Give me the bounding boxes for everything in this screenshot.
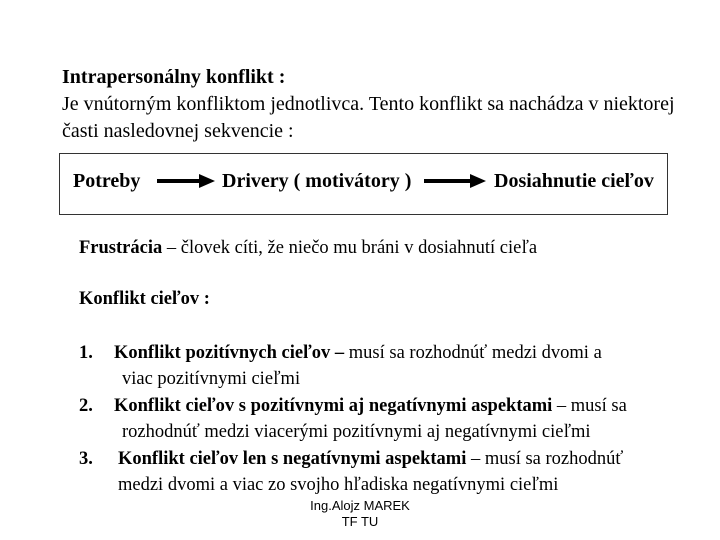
list-item-text: musí sa rozhodnúť medzi dvomi a: [344, 343, 602, 363]
list-number: 2.: [79, 396, 93, 416]
arrow-right-icon: [422, 171, 488, 191]
footer-institution: TF TU: [341, 514, 379, 529]
intro-line-1: Je vnútorným konfliktom jednotlivca. Tento konflikt sa nachádza v niektorej: [62, 93, 675, 115]
sequence-box: [59, 153, 668, 215]
arrow-right-icon: [155, 171, 217, 191]
frustration-text: – človek cíti, že niečo mu bráni v dosiahnutí cieľa: [162, 238, 538, 258]
list-item-text: – musí sa: [552, 396, 627, 416]
frustration-term: Frustrácia: [79, 238, 163, 258]
list-item-title: Konflikt cieľov s pozitívnymi aj negatívnymi aspektami: [114, 396, 553, 416]
list-item-continuation: viac pozitívnymi cieľmi: [122, 369, 301, 389]
frustration-definition: [79, 238, 537, 259]
list-item-title: Konflikt pozitívnych cieľov –: [114, 343, 345, 363]
flow-step-drivers: Drivery ( motivátory ): [222, 170, 412, 192]
intro-line-2: časti nasledovnej sekvencie :: [62, 120, 294, 142]
list-item: [118, 449, 623, 470]
list-number: 1.: [79, 343, 93, 363]
footer-author: Ing.Alojz MAREK: [310, 498, 410, 513]
list-item-continuation: rozhodnúť medzi viacerými pozitívnymi aj negatívnymi cieľmi: [122, 422, 591, 442]
list-item: [114, 396, 627, 417]
list-item-continuation: medzi dvomi a viac zo svojho hľadiska negatívnymi cieľmi: [118, 475, 559, 495]
list-item-title: Konflikt cieľov len s negatívnymi aspektami: [118, 449, 467, 469]
flow-step-needs: Potreby: [73, 170, 141, 192]
list-item: [114, 343, 602, 364]
list-number: 3.: [79, 449, 93, 469]
list-item-text: – musí sa rozhodnúť: [466, 449, 624, 469]
goal-conflict-heading: Konflikt cieľov :: [79, 289, 210, 309]
page-title: Intrapersonálny konflikt :: [62, 66, 286, 88]
flow-step-goals: Dosiahnutie cieľov: [494, 170, 654, 192]
